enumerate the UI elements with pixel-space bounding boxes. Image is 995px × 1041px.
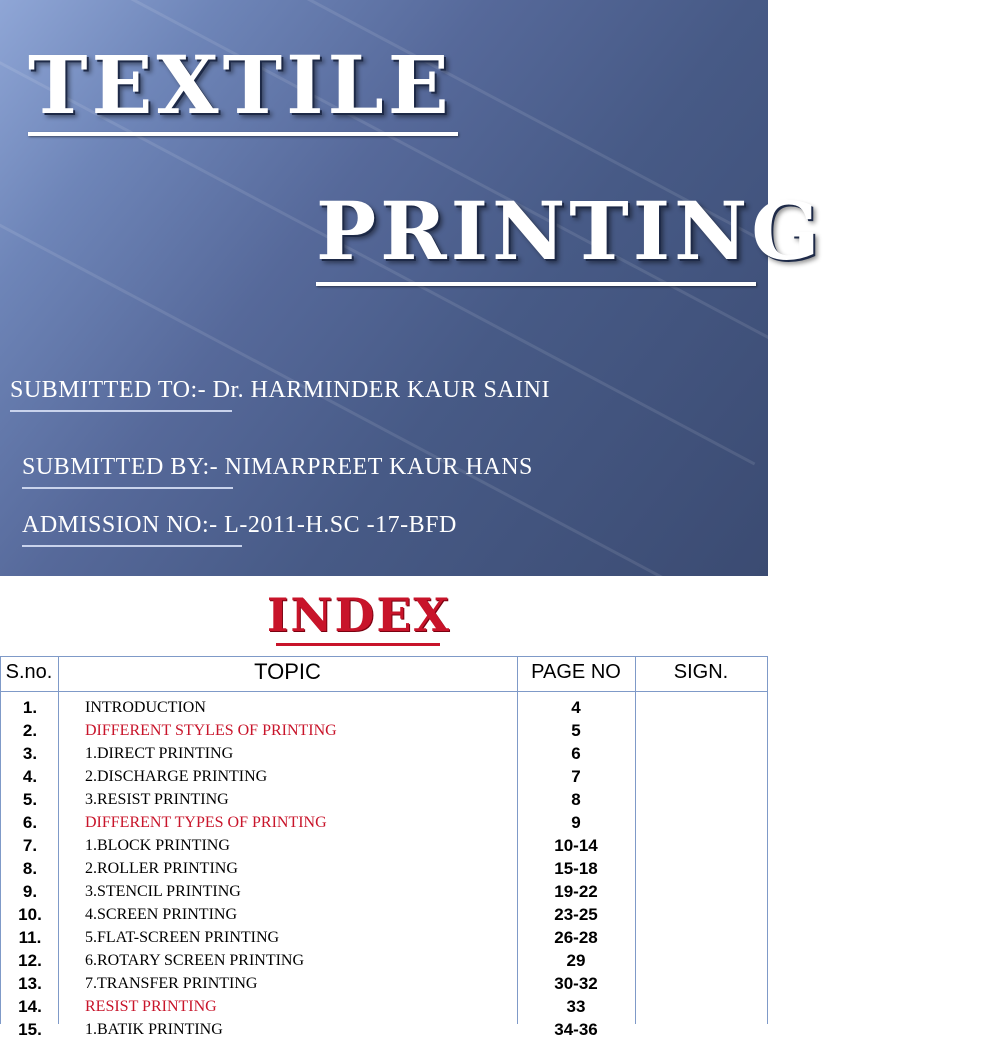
row-serial-number: 15. (18, 1020, 42, 1039)
table-row (0, 926, 768, 949)
row-page-number: 23-25 (554, 905, 598, 924)
row-page-number: 29 (566, 951, 586, 970)
row-topic: DIFFERENT TYPES OF PRINTING (85, 814, 327, 831)
row-serial-number: 3. (22, 744, 38, 763)
table-row (0, 857, 768, 880)
row-topic: 1.BLOCK PRINTING (85, 837, 230, 854)
row-topic: 3.RESIST PRINTING (85, 791, 229, 808)
row-topic: 7.TRANSFER PRINTING (85, 975, 258, 992)
row-page-number: 5 (571, 721, 581, 740)
table-row (0, 949, 768, 972)
row-serial-number: 2. (22, 721, 38, 740)
submitted-to-underline (10, 410, 232, 412)
row-topic: 1.BATIK PRINTING (85, 1021, 223, 1038)
submitted-by-underline (22, 487, 233, 489)
table-row (0, 788, 768, 811)
title-slide (0, 0, 824, 576)
row-page-number: 10-14 (554, 836, 598, 855)
column-header-sno: S.no. (5, 661, 53, 683)
column-header-page: PAGE NO (531, 661, 621, 683)
row-serial-number: 13. (18, 974, 42, 993)
row-serial-number: 10. (18, 905, 42, 924)
row-page-number: 7 (571, 767, 581, 786)
row-topic: 6.ROTARY SCREEN PRINTING (85, 952, 305, 969)
table-row (0, 765, 768, 788)
row-serial-number: 6. (22, 813, 38, 832)
table-row (0, 1018, 768, 1041)
table-row (0, 696, 768, 719)
index-heading: INDEX (266, 588, 452, 642)
row-page-number: 19-22 (554, 882, 598, 901)
table-row (0, 972, 768, 995)
admission-number-underline (22, 545, 242, 547)
row-page-number: 30-32 (554, 974, 598, 993)
row-page-number: 26-28 (554, 928, 598, 947)
row-topic: DIFFERENT STYLES OF PRINTING (85, 722, 337, 739)
admission-number: ADMISSION NO:- L-2011-H.SC -17-BFD (22, 512, 457, 538)
row-topic: 1.DIRECT PRINTING (85, 745, 234, 762)
index-slide (0, 576, 768, 1039)
title-underline-2 (316, 282, 756, 286)
row-serial-number: 7. (22, 836, 38, 855)
table-header-divider (0, 691, 768, 692)
row-topic: 4.SCREEN PRINTING (85, 906, 238, 923)
row-topic: 5.FLAT-SCREEN PRINTING (85, 929, 280, 946)
row-serial-number: 14. (18, 997, 42, 1016)
title-line-2: PRINTING (316, 184, 824, 278)
table-row (0, 880, 768, 903)
row-serial-number: 4. (22, 767, 38, 786)
table-row (0, 811, 768, 834)
table-row (0, 995, 768, 1018)
row-serial-number: 11. (18, 928, 42, 947)
column-header-sign: SIGN. (673, 661, 729, 683)
column-header-topic: TOPIC (254, 659, 321, 684)
index-heading-underline (276, 643, 440, 646)
row-page-number: 34-36 (554, 1020, 598, 1039)
title-line-1: TEXTILE (28, 38, 453, 132)
row-serial-number: 9. (22, 882, 38, 901)
row-page-number: 33 (566, 997, 586, 1016)
title-underline-1 (28, 132, 458, 136)
row-topic: 3.STENCIL PRINTING (85, 883, 241, 900)
table-row (0, 834, 768, 857)
table-row (0, 719, 768, 742)
row-page-number: 8 (571, 790, 581, 809)
submitted-by: SUBMITTED BY:- NIMARPREET KAUR HANS (22, 454, 533, 480)
row-page-number: 15-18 (554, 859, 598, 878)
row-topic: RESIST PRINTING (85, 998, 217, 1015)
row-topic: 2.DISCHARGE PRINTING (85, 768, 268, 785)
row-serial-number: 5. (22, 790, 38, 809)
row-page-number: 9 (571, 813, 581, 832)
table-row (0, 742, 768, 765)
row-page-number: 6 (571, 744, 581, 763)
row-topic: INTRODUCTION (85, 699, 206, 716)
row-serial-number: 8. (22, 859, 38, 878)
row-topic: 2.ROLLER PRINTING (85, 860, 238, 877)
index-table-body (0, 696, 768, 1041)
table-row (0, 903, 768, 926)
submitted-to: SUBMITTED TO:- Dr. HARMINDER KAUR SAINI (10, 377, 550, 403)
row-serial-number: 1. (22, 698, 38, 717)
row-page-number: 4 (571, 698, 581, 717)
row-serial-number: 12. (18, 951, 42, 970)
